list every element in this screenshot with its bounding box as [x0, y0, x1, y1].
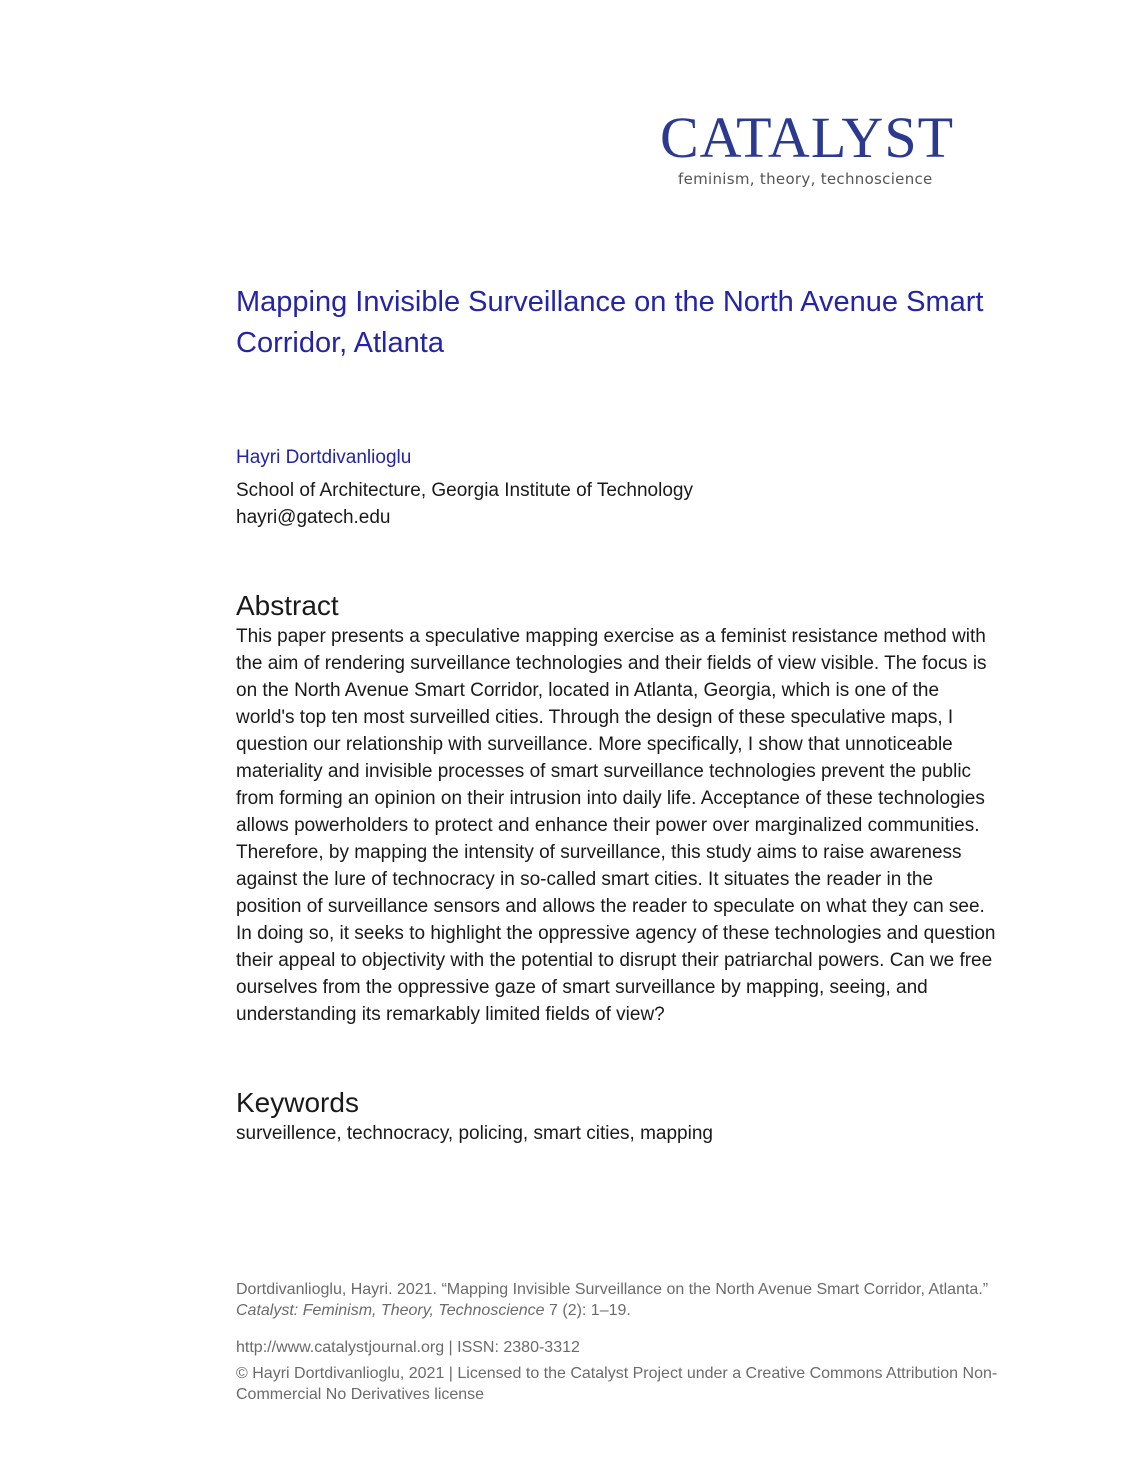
author-email: hayri@gatech.edu [236, 507, 391, 528]
license-notice: © Hayri Dortdivanlioglu, 2021 | Licensed to the Catalyst Project under a Creative Commons Attribution Non-Commercial No Derivatives license [236, 1365, 998, 1403]
author-affiliation: School of Architecture, Georgia Institute of Technology [236, 480, 693, 501]
journal-url-issn: http://www.catalystjournal.org | ISSN: 2380-3312 [236, 1339, 580, 1356]
citation-prefix: Dortdivanlioglu, Hayri. 2021. “Mapping Invisible Surveillance on the North Avenue Smart Corridor, Atlanta.” [236, 1281, 989, 1298]
paper-title: Mapping Invisible Surveillance on the North Avenue Smart Corridor, Atlanta [236, 286, 984, 359]
paper-front-matter [236, 282, 996, 1147]
keywords-list: surveillence, technocracy, policing, smart cities, mapping [236, 1123, 713, 1144]
journal-tagline: feminism, theory, technoscience [678, 170, 933, 188]
abstract-heading: Abstract [236, 590, 339, 621]
journal-name: CATALYST [660, 105, 955, 170]
citation-footer [236, 1279, 1006, 1405]
citation-suffix: 7 (2): 1–19. [549, 1302, 631, 1319]
keywords-heading: Keywords [236, 1087, 359, 1118]
author-name: Hayri Dortdivanlioglu [236, 447, 412, 468]
journal-logo [660, 105, 970, 188]
citation-line [236, 1279, 1006, 1321]
citation-journal: Catalyst: Feminism, Theory, Technoscience [236, 1302, 545, 1319]
abstract-text: This paper presents a speculative mapping exercise as a feminist resistance method with the aim of rendering surveillance technologies and their fields of view visible. The focus is on the North Avenue Smart Corridor, located in Atlanta, Georgia, which is one of the world's top ten most surveilled cities. Through the design of these speculative maps, I question our relationship with surveillance. More specifically, I show that unnoticeable materiality and invisible processes of smart surveillance technologies prevent the public from forming an opinion on their intrusion into daily life. Acceptance of these technologies allows powerholders to protect and enhance their power over marginalized communities. Therefore, by mapping the intensity of surveillance, this study aims to raise awareness against the lure of technocracy in so-called smart cities. It situates the reader in the position of surveillance sensors and allows the reader to speculate on what they can see. In doing so, it seeks to highlight the oppressive agency of these technologies and question their appeal to objectivity with the potential to disrupt their patriarchal powers. Can we free ourselves from the oppressive gaze of smart surveillance by mapping, seeing, and understanding its remarkably limited fields of view? [236, 626, 996, 1025]
